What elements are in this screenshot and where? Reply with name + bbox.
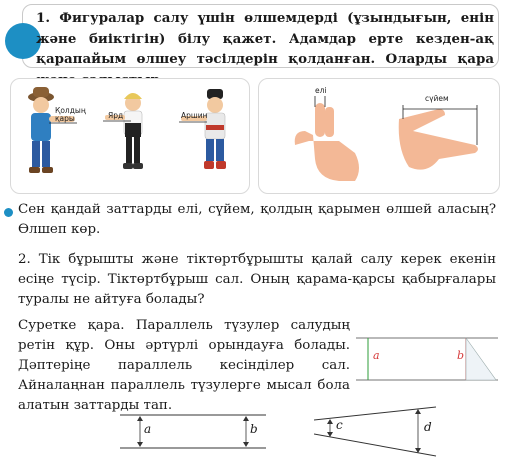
- task-3-text: Суретке қара. Параллель түзулер салудың ретін құр. Оны әртүрлі орындауға болады. Дәптеріңе параллель кесінділер сал. Айналаңнан параллель түзулерге мысал бола алатын заттарды тап.: [18, 318, 350, 413]
- parallel-lines-figure: [120, 412, 266, 452]
- hand-finger-width: [295, 96, 359, 181]
- question-bullet: [4, 208, 13, 217]
- rect-label-a: a: [373, 349, 380, 362]
- question-1-text: Сен қандай заттарды елі, сүйем, қолдың қарымен өлшей аласың? Өлшеп көр.: [18, 202, 496, 237]
- parallel-label-a: a: [144, 422, 152, 436]
- people-drawing: [11, 79, 249, 193]
- rect-label-b: b: [457, 349, 465, 362]
- nonparallel-label-c: c: [336, 418, 343, 432]
- nonparallel-lines-figure: [314, 404, 440, 460]
- hands-drawing: [259, 79, 499, 193]
- person-2: [105, 93, 143, 169]
- hand-span: [399, 105, 478, 170]
- label-arshin: Аршин: [181, 111, 208, 120]
- person-1: [28, 87, 75, 173]
- label-yard: Ярд: [108, 111, 124, 120]
- nonparallel-label-d: d: [424, 420, 432, 434]
- label-hand-measure: Қолдың қары: [55, 106, 86, 123]
- label-eli: елі: [315, 86, 327, 95]
- parallel-label-b: b: [250, 422, 258, 436]
- task-2-text: 2. Тік бұрышты және тіктөртбұрышты қалай салу керек екенін есіңе түсір. Тіктөртбұрыш сал. Оның қарама-қарсы қабырғалары туралы не айтуға болады?: [18, 252, 496, 307]
- task-1-text: 1. Фигуралар салу үшін өлшемдерді (ұзындығын, енін және биіктігін) білу қажет. Адамдар ерте кезден-ақ қарапайым өлшеу тәсілдерін қолданған. Оларды қара: [36, 10, 494, 67]
- hands-illustration: [258, 78, 500, 194]
- label-suyem: сүйем: [425, 94, 449, 103]
- people-illustration: [10, 78, 250, 194]
- person-3: [181, 89, 226, 169]
